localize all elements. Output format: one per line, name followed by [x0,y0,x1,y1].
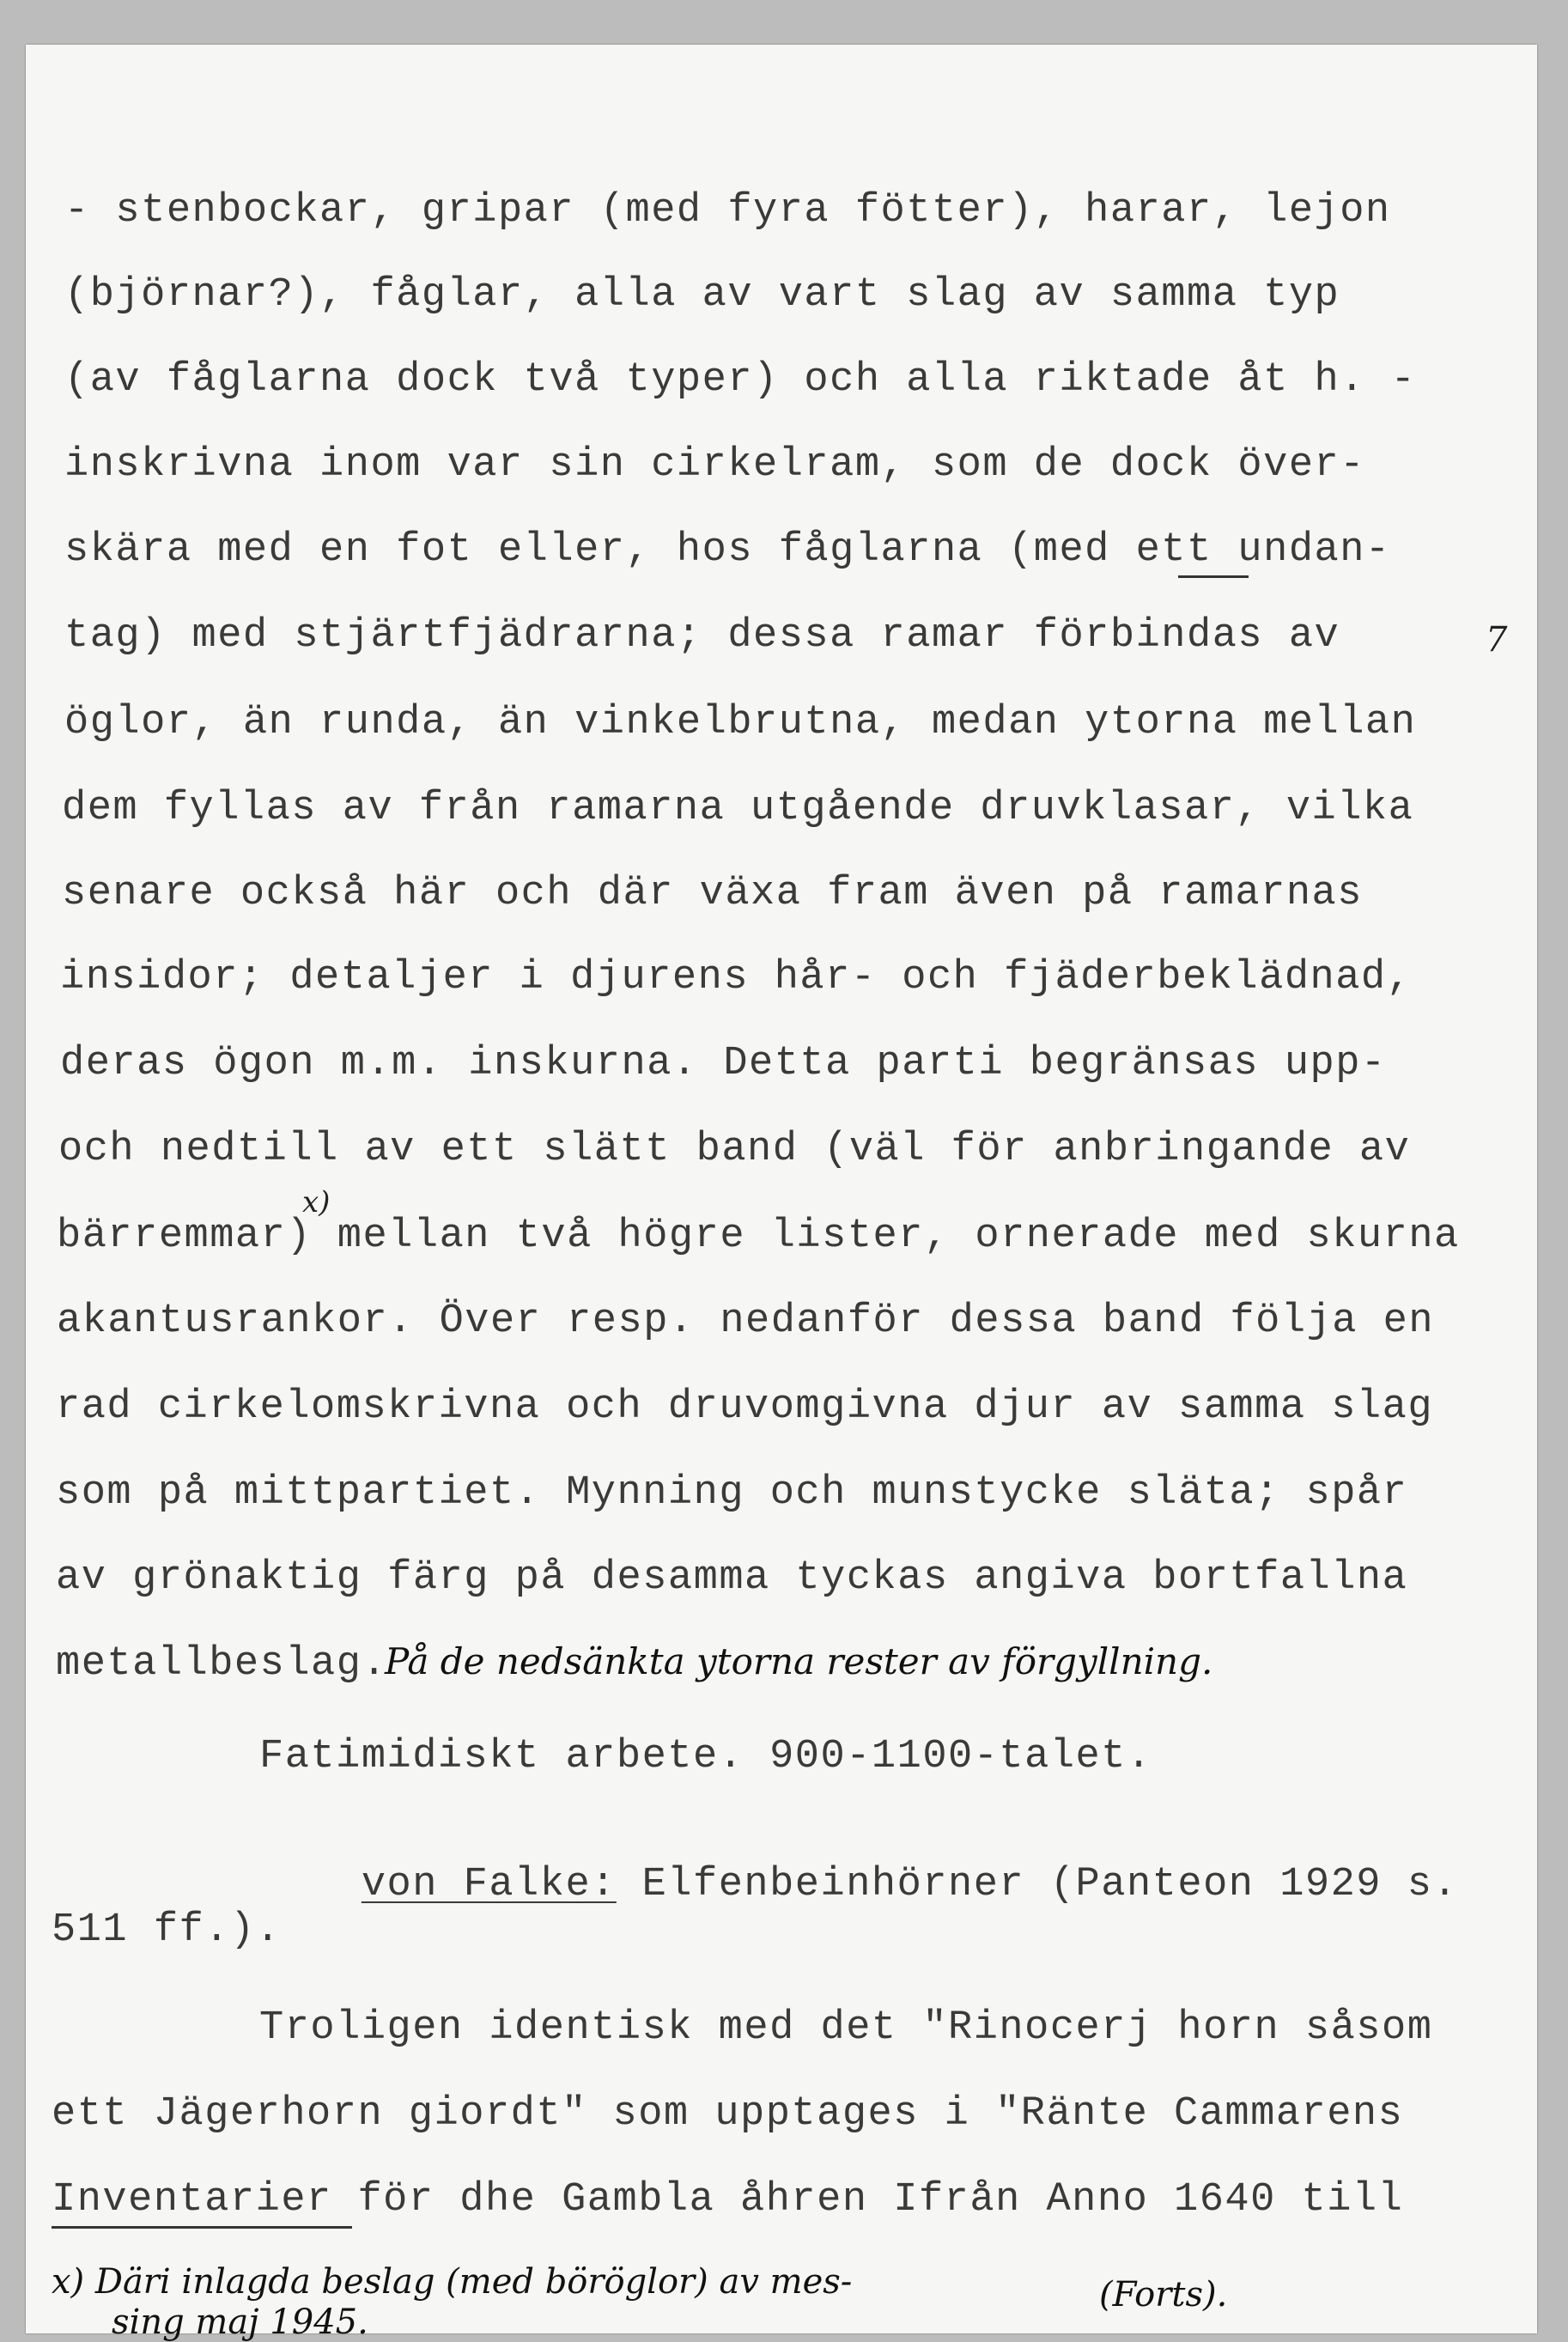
handwritten-addition: På de nedsänkta ytorna rester av förgyllning. [385,1640,1213,1682]
text-line: och nedtill av ett slätt band (väl för anbringande av [58,1127,1411,1172]
text-line: - stenbockar, gripar (med fyra fötter), harar, lejon [64,188,1391,234]
dating-line: Fatimidiskt arbete. 900-1100-talet. [259,1734,1152,1779]
text-line: öglor, än runda, än vinkelbrutna, medan ytorna mellan [64,700,1417,745]
text-line: inskrivna inom var sin cirkelram, som de dock över- [64,442,1365,488]
text-line: insidor; detaljer i djurens hår- och fjäderbeklädnad, [60,955,1413,1001]
underline-mark [1178,575,1249,578]
reference-text: Elfenbeinhörner (Panteon 1929 s. [616,1862,1459,1907]
text-line: Troligen identisk med det "Rinocerj horn såsom [259,2005,1433,2051]
underline-mark [52,2226,352,2229]
reference-continuation: 511 ff.). [52,1907,282,1953]
document-page [26,45,1537,2342]
text-line: dem fyllas av från ramarna utgående druvklasar, vilka [62,786,1414,831]
text-line: senare också här och där växa fram även på ramarnas [62,871,1363,916]
reference-author: von Falke: [361,1862,617,1907]
text-line: (av fåglarna dock två typer) och alla riktade åt h. - [64,357,1417,403]
text-line: Inventarier för dhe Gambla åhren Ifrån Anno 1640 till [52,2177,1404,2223]
margin-number: 7 [1486,620,1508,660]
text-line: av grönaktig färg på desamma tyckas angiva bortfallna [56,1555,1408,1601]
text-line: (björnar?), fåglar, alla av vart slag av samma typ [64,272,1340,318]
text-line: tag) med stjärtfjädrarna; dessa ramar förbindas av [64,613,1340,659]
footnote-reference: x) [302,1185,331,1220]
text-line: metallbeslag. [56,1641,388,1687]
forts-note: (Forts). [1099,2275,1228,2315]
text-line: rad cirkelomskrivna och druvomgivna djur av samma slag [56,1384,1434,1430]
text-line: ett Jägerhorn giordt" som upptages i "Ränte Cammarens [52,2091,1404,2137]
handwritten-footnote-line: sing maj 1945. [112,2302,368,2342]
text-line: skära med en fot eller, hos fåglarna (med ett undan- [64,527,1391,573]
text-line: deras ögon m.m. inskurna. Detta parti begränsas upp- [60,1041,1387,1086]
text-line: som på mittpartiet. Mynning och munstycke släta; spår [56,1470,1408,1516]
text-line: akantusrankor. Över resp. nedanför dessa band följa en [57,1299,1435,1344]
reference-line [259,1824,1458,1945]
handwritten-footnote-line: x) Däri inlagda beslag (med böröglor) av mes- [52,2262,853,2302]
text-line: bärremmar) mellan två högre lister, ornerade med skurna [57,1214,1460,1259]
